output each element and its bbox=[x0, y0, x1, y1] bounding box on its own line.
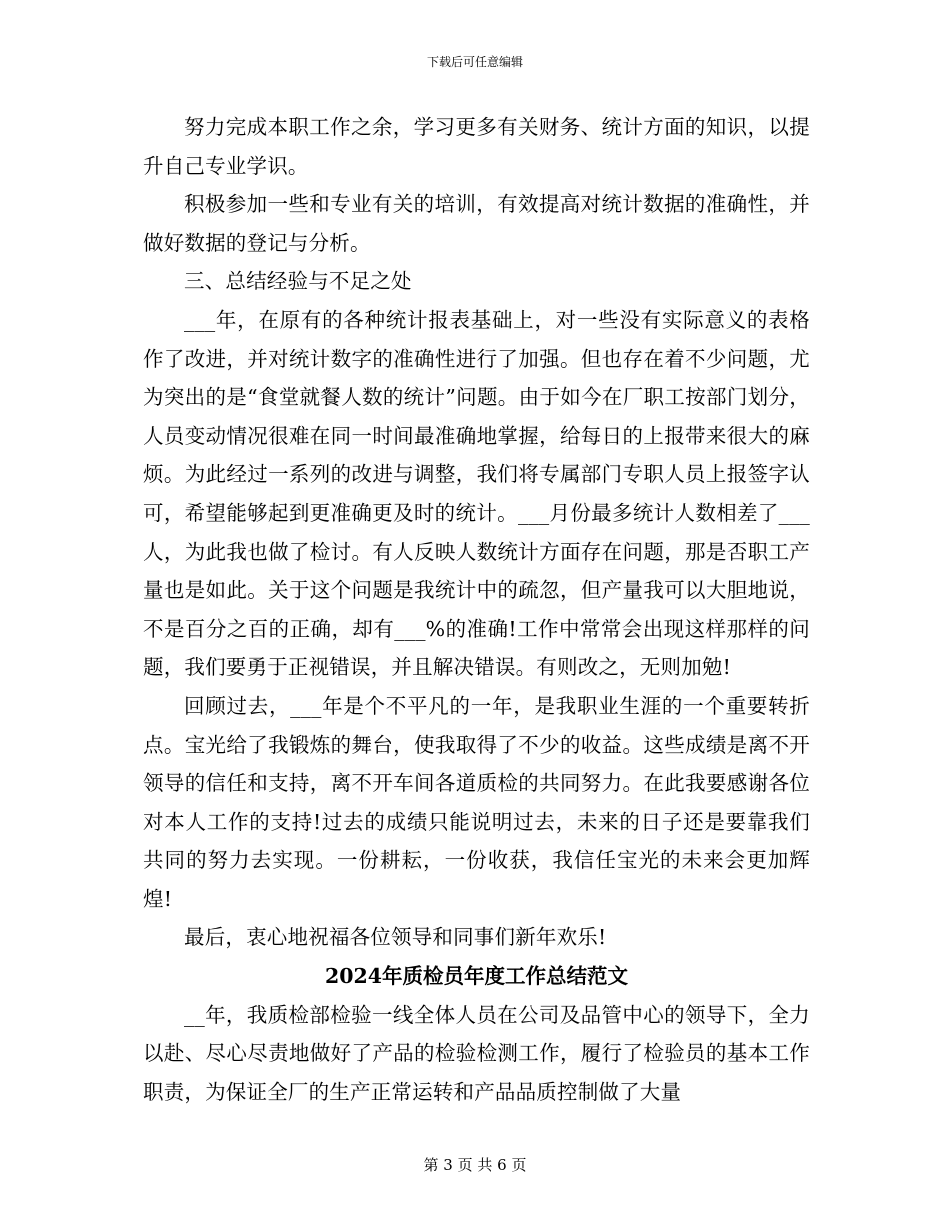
paragraph: 积极参加一些和专业有关的培训，有效提高对统计数据的准确性，并做好数据的登记与分析。 bbox=[143, 192, 810, 255]
page-footer: 第 3 页 共 6 页 bbox=[423, 1156, 527, 1174]
section-heading: 三、总结经验与不足之处 bbox=[184, 269, 412, 294]
paragraph: 最后，衷心地祝福各位领导和同事们新年欢乐! bbox=[184, 925, 607, 950]
document-body bbox=[143, 108, 810, 1111]
document-title: 2024年质检员年度工作总结范文 bbox=[324, 964, 629, 989]
paragraph: 努力完成本职工作之余，学习更多有关财务、统计方面的知识，以提升自己专业学识。 bbox=[143, 115, 810, 178]
paragraph: ___年，在原有的各种统计报表基础上，对一些没有实际意义的表格作了改进，并对统计数字的准确性进行了加强。但也存在着不少问题，尤为突出的是“食堂就餐人数的统计”问题。由于如今在厂职工按部门划分，人员变动情况很难在同一时间最准确地掌握，给每日的上报带来很大的麻烦。为此经过一系列的改进与调整，我们将专属部门专职人员上报签字认可，希望能够起到更准确更及时的统计。___月份最多统计人数相差了___人，为此我也做了检讨。有人反映人数统计方面存在问题，那是否职工产量也是如此。关于这个问题是我统计中的疏忽，但产量我可以大胆地说，不是百分之百的正确，却有___%的准确!工作中常常会出现这样那样的问题，我们要勇于正视错误，并且解决错误。有则改之，无则加勉! bbox=[143, 307, 810, 680]
paragraph: __年，我质检部检验一线全体人员在公司及品管中心的领导下，全力以赴、尽心尽责地做好了产品的检验检测工作，履行了检验员的基本工作职责，为保证全厂的生产正常运转和产品品质控制做了大量 bbox=[143, 1002, 810, 1104]
page-header: 下载后可任意编辑 bbox=[426, 55, 523, 69]
paragraph: 回顾过去，___年是个不平凡的一年，是我职业生涯的一个重要转折点。宝光给了我锻炼的舞台，使我取得了不少的收益。这些成绩是离不开领导的信任和支持，离不开车间各道质检的共同努力。在此我要感谢各位对本人工作的支持!过去的成绩只能说明过去，未来的日子还是要靠我们共同的努力去实现。一份耕耘，一份收获，我信任宝光的未来会更加辉煌! bbox=[143, 693, 810, 911]
